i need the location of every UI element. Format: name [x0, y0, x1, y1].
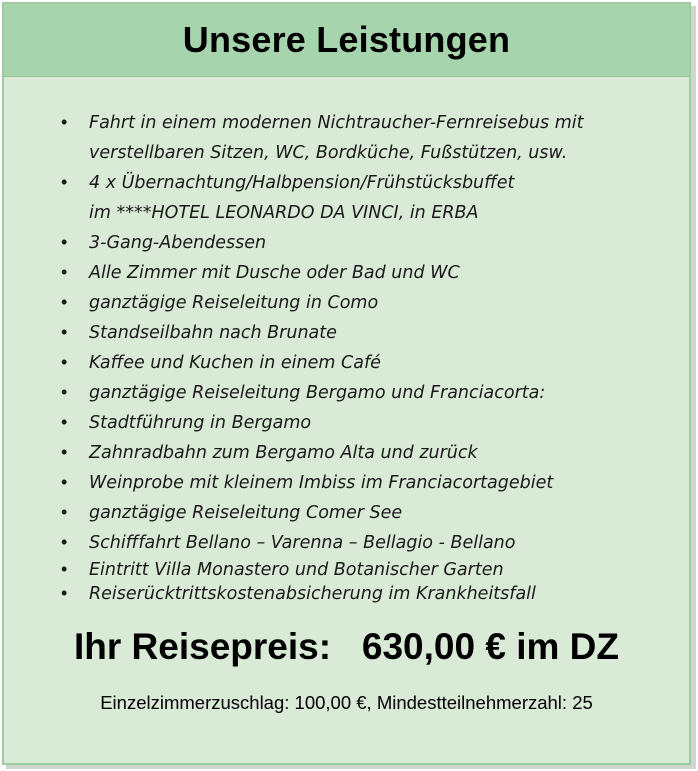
- service-item: [4, 582, 689, 606]
- service-item: [4, 258, 689, 288]
- service-item-text: Alle Zimmer mit Dusche oder Bad und WC: [89, 263, 460, 283]
- service-item: [4, 318, 689, 348]
- service-item-text: ganztägige Reiseleitung Bergamo und Franciacorta:: [89, 383, 546, 403]
- service-item-text: Fahrt in einem modernen Nichtraucher-Fernreisebus mit: [89, 113, 584, 133]
- header-banner: [4, 4, 689, 77]
- service-item-text: ganztägige Reiseleitung in Como: [89, 293, 379, 313]
- service-item-text: Stadtführung in Bergamo: [89, 413, 312, 433]
- services-list: [4, 108, 689, 606]
- bullet-icon: •: [61, 322, 68, 343]
- service-item: [4, 288, 689, 318]
- service-item-text: Reiserücktrittskostenabsicherung im Krankheitsfall: [89, 584, 536, 604]
- service-item: [4, 108, 689, 168]
- service-item-text: Schifffahrt Bellano – Varenna – Bellagio - Bellano: [89, 533, 516, 553]
- bullet-icon: •: [61, 292, 68, 313]
- service-item: [4, 498, 689, 528]
- service-item: [4, 348, 689, 378]
- bullet-icon: •: [61, 412, 68, 433]
- supplement-line: Einzelzimmerzuschlag: 100,00 €, Mindestteilnehmerzahl: 25: [100, 692, 593, 713]
- service-item-text: Standseilbahn nach Brunate: [89, 323, 337, 343]
- bullet-icon: •: [61, 442, 68, 463]
- service-item: [4, 378, 689, 408]
- service-item: [4, 228, 689, 258]
- bullet-icon: •: [61, 232, 68, 253]
- service-item-text: Zahnradbahn zum Bergamo Alta und zurück: [89, 443, 478, 463]
- service-item-text: verstellbaren Sitzen, WC, Bordküche, Fußstützen, usw.: [89, 143, 568, 163]
- service-item-text: Kaffee und Kuchen in einem Café: [89, 353, 381, 373]
- service-item-text: im ****HOTEL LEONARDO DA VINCI, in ERBA: [89, 203, 479, 223]
- service-item-text: ganztägige Reiseleitung Comer See: [89, 503, 403, 523]
- price-line: Ihr Reisepreis: 630,00 € im DZ: [74, 626, 619, 667]
- service-item: [4, 408, 689, 438]
- bullet-icon: •: [61, 472, 68, 493]
- bullet-icon: •: [61, 112, 68, 133]
- service-item: [4, 468, 689, 498]
- service-item-text: 4 x Übernachtung/Halbpension/Frühstücksbuffet: [89, 173, 515, 193]
- service-item: [4, 438, 689, 468]
- service-item: [4, 528, 689, 558]
- bullet-icon: •: [61, 583, 68, 604]
- page-title: Unsere Leistungen: [182, 19, 511, 60]
- service-item-text: 3-Gang-Abendessen: [89, 233, 267, 253]
- bullet-icon: •: [61, 382, 68, 403]
- service-item: [4, 558, 689, 582]
- bullet-icon: •: [61, 502, 68, 523]
- bullet-icon: •: [61, 262, 68, 283]
- bullet-icon: •: [61, 559, 68, 580]
- bullet-icon: •: [61, 532, 68, 553]
- services-card: [2, 2, 691, 765]
- bullet-icon: •: [61, 172, 68, 193]
- service-item-text: Eintritt Villa Monastero und Botanischer Garten: [89, 560, 504, 580]
- service-item-text: Weinprobe mit kleinem Imbiss im Franciacortagebiet: [89, 473, 554, 493]
- bullet-icon: •: [61, 352, 68, 373]
- service-item: [4, 168, 689, 228]
